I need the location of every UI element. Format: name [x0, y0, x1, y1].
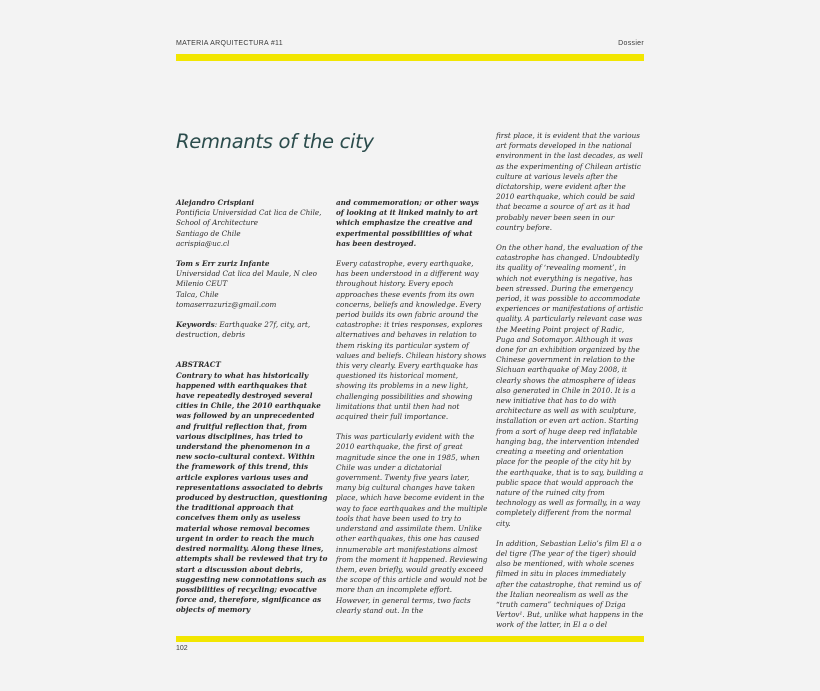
bottom-yellow-rule: [176, 636, 644, 642]
author-1-affiliation-2: School of Architecture: [176, 218, 259, 228]
author-1-email: acrispia@uc.cl: [176, 238, 230, 248]
author-2-affiliation-2: Milenio CEUT: [176, 279, 228, 289]
abstract: [176, 360, 328, 615]
column-3: [496, 131, 644, 641]
author-2-affiliation-1: Universidad Cat lica del Maule, N cleo: [176, 269, 317, 279]
body-paragraph-5: In addition, Sebastian Lelio’s film El a o del tigre (The year of the tiger) should also be mentioned, with whole scenes filmed in situ in places immediately after the catastrophe, that remind us of the Italian neorealism as well as the “truth camera” techniques of Dziga Vertov¹. But, unlike what happens in the work of the latter, in El a o del: [496, 538, 644, 630]
keywords-text: : Earthquake 27f, city, art, destruction, debris: [176, 320, 311, 340]
body-paragraph-4: On the other hand, the evaluation of the catastrophe has changed. Undoubtedly its quality of ‘revealing moment’, in which not everything is negative, has been stressed. During the emergency period, it was possible to accommodate experiences or manifestations of artistic quality. A particularly relevant case was the Meeting Point project of Radic, Puga and Sotomayor. Although it was done for an exhibition organized by the Chinese government in relation to the Sichuan earthquake of May 2008, it clearly shows the atmosphere of ideas also generated in Chile in 2010. It is a new initiative that has to do with architecture as well as with sculpture, installation or even art action. Starting from a sort of huge deep red inflatable hanging bag, the intervention intended creating a meeting and orientation place for the people of the city hit by the earthquake, that is to say, building a public space that would approach the nature of the ruined city from technology as well as formally, in a way completely different from the normal city.: [496, 243, 644, 528]
author-2-city: Talca, Chile: [176, 289, 219, 299]
author-1-name: Alejandro Crispiani: [176, 198, 255, 207]
abstract-heading: ABSTRACT: [176, 360, 221, 370]
publication-name: MATERIA ARQUITECTURA #11: [176, 40, 283, 47]
top-yellow-rule: [176, 54, 644, 61]
author-2-name: Tom s Err zuriz Infante: [176, 259, 270, 269]
author-1-affiliation-1: Pontificia Universidad Cat lica de Chile,: [176, 208, 322, 218]
author-2: [176, 259, 328, 310]
author-1: [176, 198, 328, 249]
body-paragraph-2: This was particularly evident with the 2010 earthquake, the first of great magnitude since the one in 1985, when Chile was under a dictatorial government. Twenty five years later, many big cultural changes have taken place, which have become evident in the way to face earthquakes and the multiple tools that have been used to try to understand and assimilate them. Unlike other earthquakes, this one has caused innumerable art manifestations almost from the moment it happened. Reviewing them, even briefly, would greatly exceed the scope of this article and would not be more than an incomplete effort. However, in general terms, two facts clearly stand out. In the: [336, 432, 488, 615]
keywords-label: Keywords: [176, 320, 215, 330]
body-paragraph-1: Every catastrophe, every earthquake, has been understood in a different way throughout history. Every epoch approaches these events from its own concerns, beliefs and knowledge. Every period builds its own fabric around the catastrophe: it tries responses, explores alternatives and behaves in relation to them risking its particular system of values and beliefs. Chilean history shows this very clearly. Every earthquake has questioned its historical moment, showing its problems in a new light, challenging possibilities and showing limitations that until then had not acquired their full importance.: [336, 259, 487, 422]
author-1-city: Santiago de Chile: [176, 228, 241, 238]
body-paragraph-3: first place, it is evident that the various art formats developed in the national environment in the last decades, as well as the experimenting of Chilean artistic culture at various levels after the dictatorship, were evident after the 2010 earthquake, which could be said that became a source of art as it had probably never been seen in our country before.: [496, 131, 643, 232]
column-1: [176, 198, 328, 616]
column-2: [336, 198, 488, 626]
author-2-email: tomaserrazuriz@gmail.com: [176, 299, 277, 309]
article-title: Remnants of the city: [176, 130, 374, 153]
abstract-text: Contrary to what has historically happened with earthquakes that have repeatedly destroyed several cities in Chile, the 2010 earthquake was followed by an unprecedented and fruitful reflection that, from various disciplines, has tried to understand the phenomenon in a new socio-cultural context. Within the framework of this trend, this article explores various uses and representations associated to debris produced by destruction, questioning the traditional approach that conceives them only as useless material whose removal becomes urgent in order to reach the much desired normality. Along these lines, attempts shall be reviewed that try to start a discussion about debris, suggesting new connotations such as possibilities of recycling; evocative force and, therefore, significance as objects of memory: [176, 370, 328, 615]
running-head: [176, 40, 644, 47]
abstract-continuation: and commemoration; or other ways of looking at it linked mainly to art which emphasize the creative and experimental possibilities of what has been destroyed.: [336, 198, 479, 248]
page-number: 102: [176, 645, 188, 652]
keywords: [176, 320, 328, 340]
section-name: Dossier: [618, 40, 644, 47]
